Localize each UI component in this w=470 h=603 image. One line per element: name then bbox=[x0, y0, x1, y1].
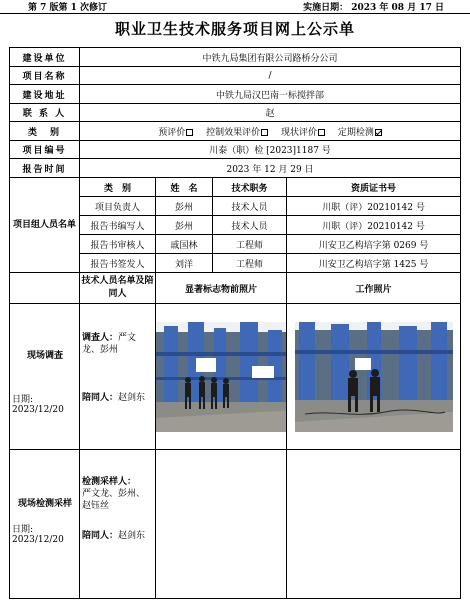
member-name: 彭州 bbox=[156, 216, 213, 235]
option-text: 定期检测 bbox=[337, 127, 374, 138]
sampling-sampler-block bbox=[82, 476, 153, 512]
member-cert: 川职（评）20210142 号 bbox=[287, 216, 461, 235]
sampling-staff-cell bbox=[80, 450, 156, 599]
row-unit bbox=[10, 48, 461, 67]
name-value: / bbox=[80, 67, 461, 85]
sampling-label: 现场检测采样 bbox=[17, 499, 72, 509]
sampling-date-label: 日期: bbox=[12, 525, 34, 535]
row-date bbox=[10, 159, 461, 178]
member-title: 技术人员 bbox=[213, 197, 287, 216]
sampling-escort-block bbox=[82, 530, 153, 542]
landmark-photo-image bbox=[156, 322, 287, 432]
survey-investigator-block bbox=[82, 332, 153, 356]
category-option-control-eval bbox=[206, 128, 268, 138]
page-title: 职业卫生技术服务项目网上公示单 bbox=[114, 20, 355, 38]
row-address bbox=[10, 85, 461, 104]
sampling-work-cell bbox=[287, 450, 461, 599]
sampling-date-block bbox=[12, 522, 64, 545]
row-category bbox=[10, 122, 461, 141]
photo-header-row bbox=[10, 273, 461, 304]
code-value: 川泰（职）检 [2023]1187 号 bbox=[80, 141, 461, 159]
members-header-title: 技术职务 bbox=[213, 178, 287, 197]
member-category: 报告书签发人 bbox=[80, 254, 156, 273]
member-title: 技术人员 bbox=[213, 216, 287, 235]
escort-label: 陪同人： bbox=[82, 393, 119, 403]
effective-date: 实施日期： 2023 年 08 月 17 日 bbox=[303, 3, 444, 13]
member-title: 工程师 bbox=[213, 254, 287, 273]
address-value: 中铁九局汉巴南一标搅拌部 bbox=[80, 85, 461, 104]
name-label: 项目名称 bbox=[10, 67, 80, 85]
survey-escort-block bbox=[82, 392, 153, 404]
checkbox-icon bbox=[318, 129, 325, 136]
address-label: 建设地址 bbox=[10, 85, 80, 104]
sampler-value: 严文龙、彭州、赵钰丝 bbox=[82, 489, 146, 511]
member-name: 彭州 bbox=[156, 197, 213, 216]
sampling-cell bbox=[10, 450, 80, 599]
notice-table bbox=[9, 47, 461, 599]
survey-date-block bbox=[12, 392, 64, 415]
members-header-cert: 资质证书号 bbox=[287, 178, 461, 197]
photo-header-blank bbox=[10, 273, 80, 304]
sampling-landmark-cell bbox=[156, 450, 287, 599]
work-photo-image bbox=[295, 322, 453, 432]
member-cert: 川安卫乙构培字第 1425 号 bbox=[287, 254, 461, 273]
investigator-value: 严文龙、彭州 bbox=[82, 333, 137, 355]
category-option-pre-eval bbox=[158, 128, 193, 138]
photo-header-staff: 技术人员名单及陪同人 bbox=[80, 273, 156, 304]
survey-label: 现场调查 bbox=[26, 351, 63, 361]
sampler-label: 检测采样人： bbox=[82, 477, 137, 487]
date-label: 报告时间 bbox=[10, 159, 80, 178]
work-photo bbox=[295, 322, 453, 432]
checkbox-icon bbox=[261, 129, 268, 136]
photo-header-landmark: 显著标志物前照片 bbox=[156, 273, 287, 304]
member-category: 报告书编写人 bbox=[80, 216, 156, 235]
category-label: 类 别 bbox=[10, 122, 80, 141]
escort-value: 赵剑东 bbox=[118, 531, 146, 541]
members-header-row bbox=[10, 178, 461, 197]
unit-value: 中铁九局集团有限公司路桥分公司 bbox=[80, 48, 461, 67]
survey-row bbox=[10, 304, 461, 450]
work-photo-cell bbox=[287, 304, 461, 450]
checkbox-icon bbox=[186, 129, 193, 136]
member-category: 报告书审核人 bbox=[80, 235, 156, 254]
option-text: 预评价 bbox=[158, 127, 186, 138]
contact-value: 赵 bbox=[80, 104, 461, 122]
unit-label: 建设单位 bbox=[10, 48, 80, 67]
date-value: 2023 年 12 月 29 日 bbox=[80, 159, 461, 178]
sampling-row bbox=[10, 450, 461, 599]
row-name bbox=[10, 67, 461, 85]
member-cert: 川职（评）20210142 号 bbox=[287, 197, 461, 216]
member-title: 工程师 bbox=[213, 235, 287, 254]
document-header bbox=[0, 0, 470, 14]
member-cert: 川安卫乙构培字第 0269 号 bbox=[287, 235, 461, 254]
member-category: 项目负责人 bbox=[80, 197, 156, 216]
landmark-photo-cell bbox=[156, 304, 287, 450]
member-name: 刘洋 bbox=[156, 254, 213, 273]
photo-header-work: 工作照片 bbox=[287, 273, 461, 304]
survey-cell bbox=[10, 304, 80, 450]
survey-date-label: 日期: bbox=[12, 395, 34, 405]
category-option-periodic-test bbox=[338, 128, 382, 138]
escort-value: 赵剑东 bbox=[118, 393, 146, 403]
checked-checkbox-icon bbox=[375, 129, 382, 136]
survey-date: 2023/12/20 bbox=[12, 405, 64, 415]
escort-label: 陪同人： bbox=[82, 531, 119, 541]
row-code bbox=[10, 141, 461, 159]
members-group-label: 项目组人员名单 bbox=[10, 178, 80, 273]
landmark-photo bbox=[156, 322, 287, 432]
members-header-name: 姓 名 bbox=[156, 178, 213, 197]
code-label: 项目编号 bbox=[10, 141, 80, 159]
category-option-status-eval bbox=[281, 128, 325, 138]
option-text: 控制效果评价 bbox=[206, 127, 261, 138]
option-text: 现状评价 bbox=[280, 127, 317, 138]
contact-label: 联 系 人 bbox=[10, 104, 80, 122]
sampling-date: 2023/12/20 bbox=[12, 535, 64, 545]
revision-label: 第 7 版第 1 次修订 bbox=[28, 3, 108, 13]
members-header-category: 类 别 bbox=[80, 178, 156, 197]
investigator-label: 调查人： bbox=[82, 333, 119, 343]
row-contact bbox=[10, 104, 461, 122]
member-name: 戚国林 bbox=[156, 235, 213, 254]
survey-staff-cell bbox=[80, 304, 156, 450]
category-options bbox=[80, 122, 461, 141]
